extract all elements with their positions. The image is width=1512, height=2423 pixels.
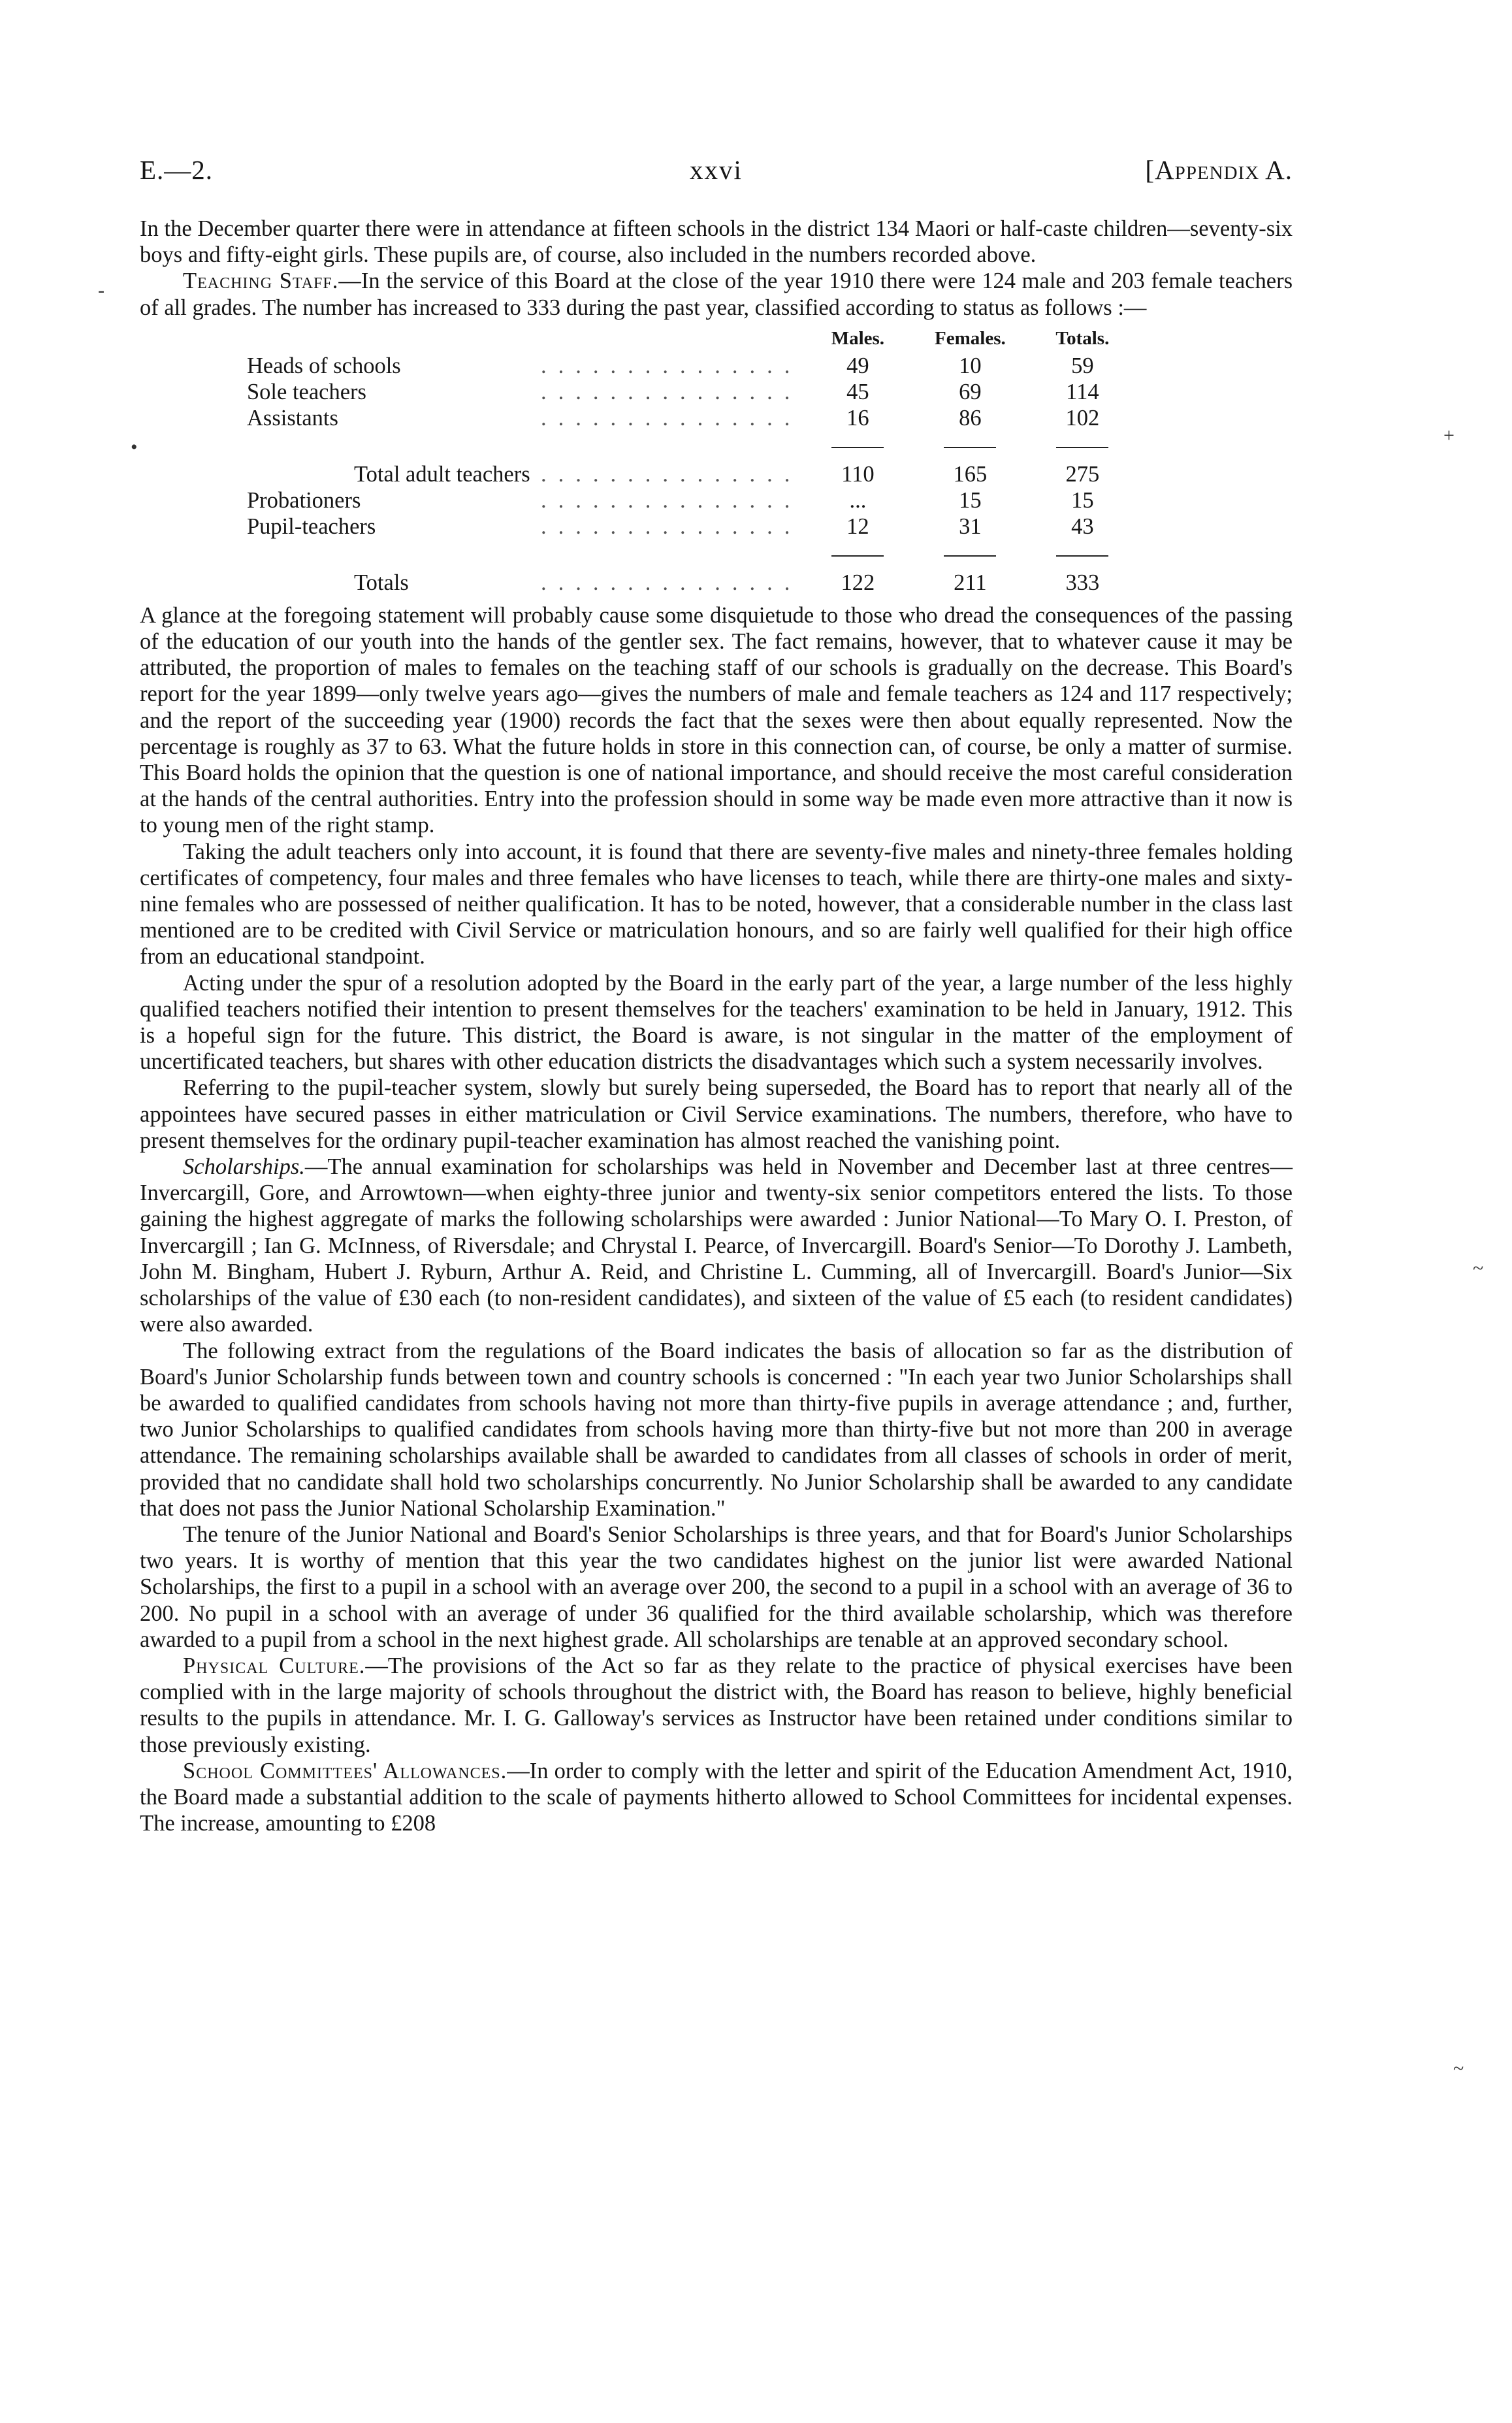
page-number: xxvi xyxy=(690,155,743,185)
cell-females: 31 xyxy=(959,513,982,539)
row-label: Heads of schools xyxy=(247,353,401,378)
column-header-totals: Totals. xyxy=(1055,327,1110,349)
cell-totals: 15 xyxy=(1071,487,1094,513)
page-header xyxy=(140,154,1293,193)
paragraph-regulations-extract: The following extract from the regulations of the Board indicates the basis of allocation so far as the distribution of Board's Junior Scholarship funds between town and country schools is concerned : "In each year two Junior Scholarships shall be awarded to qualified candidates from schools having not more than thirty-five pupils in average attendance ; and, further, two Junior Scholarships to qualified candidates from schools having more than thirty-five but not more than 200 in average attendance. The remaining scholarships available shall be awarded to candidates from all classes of schools in order of merit, provided that no candidate shall hold two scholarships concurrently. No Junior Scholarship shall be awarded to any candidate that does not pass the Junior National Scholarship Examination." xyxy=(140,1338,1293,1521)
table-row: Pupil-teachers ............... 12 31 43 xyxy=(247,513,1138,540)
cell-males: 45 xyxy=(846,379,869,404)
cell-females: 86 xyxy=(959,405,982,431)
table-row-total: Totals ............... 122 211 333 xyxy=(247,570,1138,596)
margin-mark: ~ xyxy=(1473,1258,1484,1279)
row-label: Pupil-teachers xyxy=(247,513,376,539)
margin-mark: ~ xyxy=(1453,2058,1464,2079)
paragraph-scholarships xyxy=(140,1154,1293,1337)
cell-males: 122 xyxy=(841,570,875,595)
table-row: Probationers ............... ... 15 15 xyxy=(247,487,1138,513)
section-heading-scholarships: Scholarships. xyxy=(183,1154,305,1180)
paragraph-text: —The annual examination for scholarships was held in November and December last at three centres—Invercargill, Gore, and Arrowtown—when eighty-three junior and twenty-six senior competitors entered the lists. To those gaining the highest aggregate of marks the following scholarships were awarded : Junior National—To Mary O. I. Preston, of Invercargill ; Ian G. McInness, of Riversdale; and Chrystal I. Pearce, of Invercargill. Board's Senior—To Dorothy J. Lambeth, John M. Bingham, Hubert J. Ryburn, Arthur A. Reid, and Christine L. Cumming, all of Invercargill. Board's Junior—Six scholarships of the value of £30 each (to non-resident candidates), and sixteen of the value of £5 each (to resident candidates) were also awarded. xyxy=(140,1154,1293,1337)
cell-males: ... xyxy=(849,487,867,513)
margin-mark: + xyxy=(1443,425,1455,446)
paragraph-adult-teachers: Taking the adult teachers only into account, it is found that there are seventy-five males and ninety-three females holding certificates of competency, four males and three females who have licenses to teach, while there are thirty-one males and sixty-nine females who are possessed of neither qualification. It has to be noted, however, that a considerable number in the class last mentioned are to be credited with Civil Service or matriculation honours, and so are fairly well qualified for their high office from an educational standpoint. xyxy=(140,839,1293,969)
paragraph-physical-culture xyxy=(140,1653,1293,1758)
table-row: Sole teachers ............... 45 69 114 xyxy=(247,379,1138,405)
paragraph-teachers-examination: Acting under the spur of a resolution adopted by the Board in the early part of the year, a large number of the less highly qualified teachers notified their intention to present themselves for the teachers' examination to be held in January, 1912. This is a hopeful sign for the future. This district, the Board is aware, is not singular in the matter of the employment of uncertificated teachers, but shares with other education districts the disadvantages which such a system necessarily involves. xyxy=(140,970,1293,1075)
cell-females: 211 xyxy=(954,570,987,595)
table-rule xyxy=(247,540,1138,570)
section-heading-physical-culture: Physical Culture. xyxy=(183,1653,366,1678)
cell-females: 10 xyxy=(959,353,982,378)
section-heading-teaching-staff: Teaching Staff. xyxy=(183,268,339,294)
cell-totals: 102 xyxy=(1065,405,1100,431)
cell-females: 165 xyxy=(953,461,988,487)
table-row-subtotal: Total adult teachers ............... 110 165 275 xyxy=(247,461,1138,487)
cell-totals: 114 xyxy=(1066,379,1099,404)
row-label: Sole teachers xyxy=(247,379,366,404)
table-row: Heads of schools ............... 49 10 59 xyxy=(247,353,1138,379)
cell-females: 15 xyxy=(959,487,982,513)
cell-males: 12 xyxy=(846,513,869,539)
cell-males: 110 xyxy=(841,461,875,487)
body-text xyxy=(140,216,1293,1836)
section-heading-committee-allowances: School Committees' Allowances. xyxy=(183,1758,507,1783)
table-row: Assistants ............... 16 86 102 xyxy=(247,405,1138,431)
column-header-females: Females. xyxy=(935,327,1006,349)
margin-mark: - xyxy=(98,280,105,301)
row-label: Total adult teachers xyxy=(354,461,530,487)
cell-males: 16 xyxy=(846,405,869,431)
column-header-males: Males. xyxy=(831,327,885,349)
cell-totals: 275 xyxy=(1065,461,1100,487)
paragraph-text: —In the service of this Board at the close of the year 1910 there were 124 male and 203 female teachers of all grades. The number has increased to 333 during the past year, classified according to status as follows :— xyxy=(140,268,1293,320)
cell-totals: 59 xyxy=(1071,353,1094,378)
margin-mark: • xyxy=(131,436,138,458)
table-header-row xyxy=(247,325,1138,353)
row-label: Totals xyxy=(354,570,409,595)
paragraph-scholarship-tenure: The tenure of the Junior National and Board's Senior Scholarships is three years, and that for Board's Junior Scholarships two years. It is worthy of mention that this year the two candidates highest on the junior list were awarded National Scholarships, the first to a pupil in a school with an average over 200, the second to a pupil in a school with an average of 36 to 200. No pupil in a school with an average of under 36 qualified for the third available scholarship, which was therefore awarded to a pupil from a school in the next highest grade. All scholarships are tenable at an approved secondary school. xyxy=(140,1521,1293,1652)
row-label: Assistants xyxy=(247,405,338,431)
paragraph-maori-attendance: In the December quarter there were in attendance at fifteen schools in the district 134 Maori or half-caste children—seventy-six boys and fifty-eight girls. These pupils are, of course, also included in the numbers recorded above. xyxy=(140,216,1293,268)
paragraph-text: —The provisions of the Act so far as they relate to the practice of physical exercises have been complied with in the large majority of schools throughout the district with, the Board has reason to believe, highly beneficial results to the pupils in attendance. Mr. I. G. Galloway's services as Instructor have been retained under conditions similar to those previously existing. xyxy=(140,1653,1293,1757)
table-rule xyxy=(247,431,1138,461)
cell-females: 69 xyxy=(959,379,982,404)
paragraph-committee-allowances xyxy=(140,1758,1293,1837)
paragraph-text: —In order to comply with the letter and spirit of the Education Amendment Act, 1910, the Board made a substantial addition to the scale of payments hitherto allowed to School Committees for incidental expenses. The increase, amounting to £208 xyxy=(140,1758,1293,1836)
cell-totals: 43 xyxy=(1071,513,1094,539)
cell-males: 49 xyxy=(846,353,869,378)
teaching-staff-table xyxy=(247,325,1138,596)
appendix-label: [Appendix A. xyxy=(1145,155,1293,185)
cell-totals: 333 xyxy=(1065,570,1100,595)
paragraph-pupil-teacher-system: Referring to the pupil-teacher system, slowly but surely being superseded, the Board has to report that nearly all of the appointees have secured passes in either matriculation or Civil Service examinations. The numbers, therefore, who have to present themselves for the ordinary pupil-teacher examination has almost reached the vanishing point. xyxy=(140,1075,1293,1153)
paragraph-teaching-staff xyxy=(140,268,1293,320)
document-reference: E.—2. xyxy=(140,155,214,185)
paragraph-gender-proportion: A glance at the foregoing statement will probably cause some disquietude to those who dread the consequences of the passing of the education of our youth into the hands of the gentler sex. The fact remains, however, that to whatever cause it may be attributed, the proportion of males to females on the teaching staff of our schools is gradually on the decrease. This Board's report for the year 1899—only twelve years ago—gives the numbers of male and female teachers as 124 and 117 respectively; and the report of the succeeding year (1900) records the fact that the sexes were then about equally represented. Now the percentage is roughly as 37 to 63. What the future holds in store in this connection can, of course, be only a matter of surmise. This Board holds the opinion that the question is one of national importance, and should receive the most careful consideration at the hands of the central authorities. Entry into the profession should in some way be made even more attractive than it now is to young men of the right stamp. xyxy=(140,602,1293,838)
row-label: Probationers xyxy=(247,487,361,513)
